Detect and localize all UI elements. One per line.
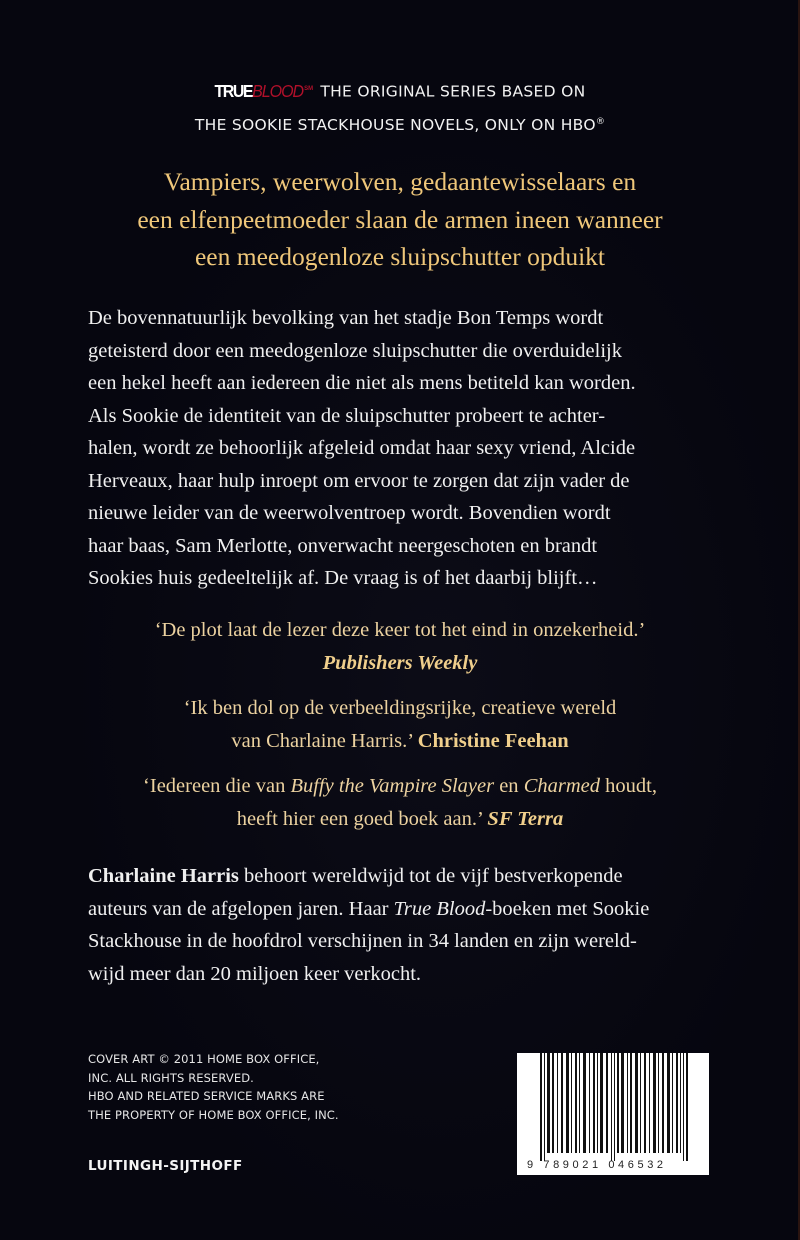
synopsis-line: een hekel heeft aan iedereen die niet als mens betiteld kan worden. [88, 372, 636, 394]
synopsis-line: Herveaux, haar hulp inroept om ervoor te zorgen dat zijn vader de [88, 469, 630, 492]
bio-line: wijd meer dan 20 miljoen keer verkocht. [88, 962, 422, 985]
quote-text: ‘De plot laat de lezer deze keer tot het eind in onzekerheid.’ [154, 619, 646, 641]
quote-text: ‘Iedereen die van Buffy the Vampire Slayer en Charmed houdt, [143, 775, 657, 797]
review-quote [0, 692, 800, 757]
headline-line: Vampiers, weerwolven, gedaantewisselaars en [163, 167, 637, 196]
bio-line: auteurs van de afgelopen jaren. Haar True Blood-boeken met Sookie [88, 897, 650, 920]
barcode-bars [540, 1053, 690, 1161]
synopsis-line: geteisterd door een meedogenloze sluipschutter die overduidelijk [88, 339, 622, 362]
legal-line: THE PROPERTY OF HOME BOX OFFICE, INC. [88, 1107, 339, 1122]
header-line-1 [0, 74, 800, 107]
synopsis-line: haar baas, Sam Merlotte, onverwacht neergeschoten en brandt [88, 534, 598, 557]
author-name: Charlaine Harris [88, 865, 239, 887]
header-text-1: THE ORIGINAL SERIES BASED ON [320, 82, 586, 101]
headline-line: een meedogenloze sluipschutter opduikt [194, 242, 605, 271]
series-header [0, 74, 800, 141]
isbn-number: 9 789021 046532 [527, 1159, 667, 1171]
quote-text-line-2: heeft hier een goed boek aan.’ SF Terra [236, 807, 564, 830]
title-charmed: Charmed [523, 775, 600, 797]
isbn-barcode [517, 1053, 709, 1175]
headline-line: een elfenpeetmoeder slaan de armen ineen wanneer [137, 204, 663, 234]
legal-line: COVER ART © 2011 HOME BOX OFFICE, [88, 1052, 320, 1066]
legal-line: HBO AND RELATED SERVICE MARKS ARE [88, 1089, 325, 1103]
title-buffy: Buffy the Vampire Slayer [290, 775, 495, 797]
quote-attribution: SF Terra [487, 807, 564, 830]
synopsis-line: Sookies huis gedeeltelijk af. De vraag is of het daarbij blijft… [88, 567, 598, 589]
legal-line: INC. ALL RIGHTS RESERVED. [88, 1070, 254, 1085]
bio-line: Stackhouse in de hoofdrol verschijnen in 34 landen en zijn wereld- [88, 930, 637, 952]
bio-line: Charlaine Harris behoort wereldwijd tot de vijf bestverkopende [88, 865, 623, 887]
quote-attribution: Publishers Weekly [322, 651, 478, 674]
true-blood-logo: TRUEBLOOD℠ [214, 82, 314, 102]
quote-text-line-2: van Charlaine Harris.’ Christine Feehan [231, 729, 569, 752]
review-quote [0, 770, 800, 835]
synopsis-line: Als Sookie de identiteit van de sluipschutter probeert te achter- [88, 404, 606, 427]
registered-mark: ® [595, 117, 606, 128]
quote-attribution: Christine Feehan [417, 729, 569, 752]
headline [0, 163, 800, 276]
publisher-logo: LUITINGH-SIJTHOFF [88, 1158, 243, 1174]
author-bio [88, 860, 728, 990]
quote-text: ‘Ik ben dol op de verbeeldingsrijke, creatieve wereld [183, 697, 617, 719]
header-line-2: THE SOOKIE STACKHOUSE NOVELS, ONLY ON HBO® [194, 116, 606, 135]
synopsis-line: De bovennatuurlijk bevolking van het stadje Bon Temps wordt [88, 307, 604, 329]
review-quotes [0, 614, 800, 848]
review-quote [0, 614, 800, 679]
synopsis [88, 302, 728, 595]
copyright-notice [88, 1050, 339, 1124]
synopsis-line: nieuwe leider van de weerwolventroep wordt. Bovendien wordt [88, 502, 611, 524]
synopsis-line: halen, wordt ze behoorlijk afgeleid omdat haar sexy vriend, Alcide [88, 437, 636, 459]
series-title: True Blood [393, 897, 486, 920]
